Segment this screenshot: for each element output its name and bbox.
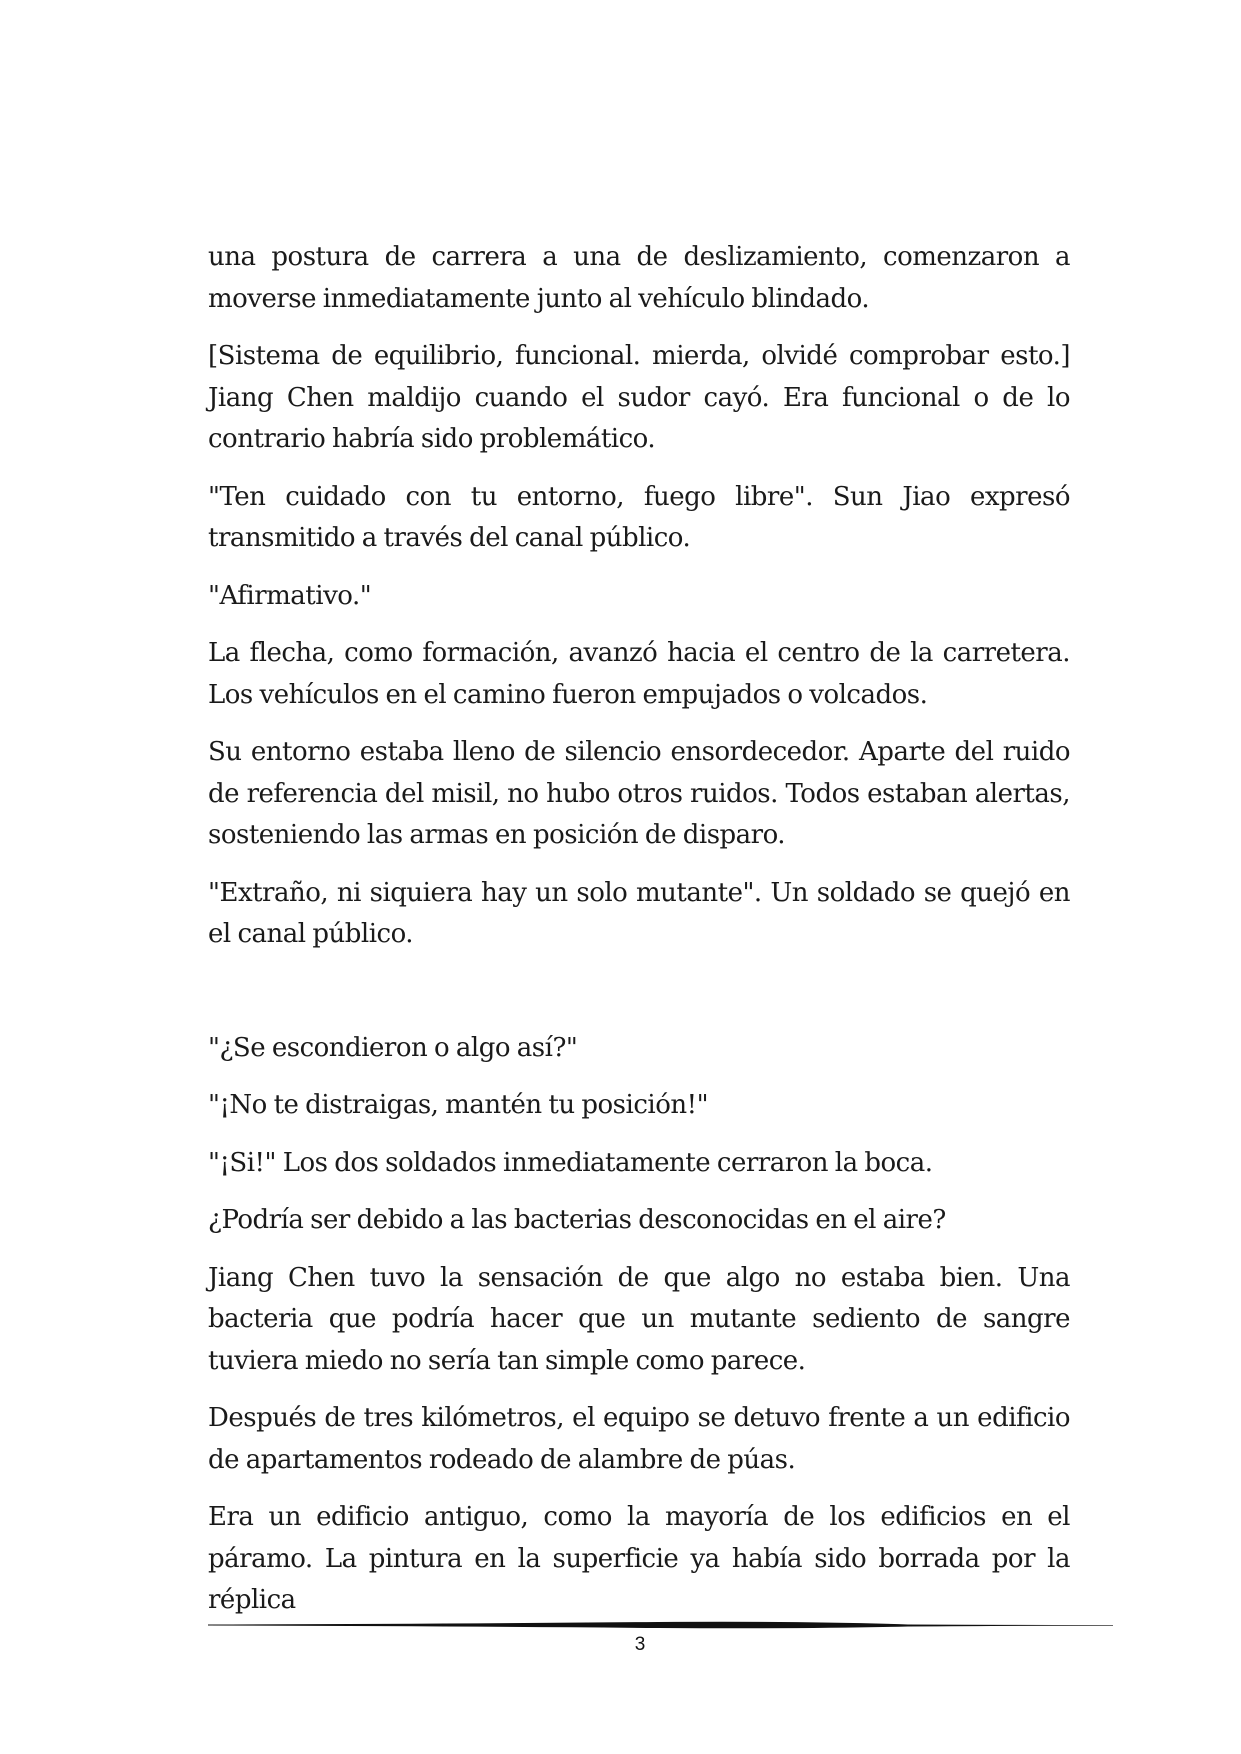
body-text	[208, 237, 1070, 1638]
footer-rule	[208, 1619, 1113, 1631]
paragraph-11: ¿Podría ser debido a las bacterias desconocidas en el aire?	[208, 1205, 946, 1235]
paragraph-14: Era un edificio antiguo, como la mayoría de los edificios en el páramo. La pintura en la superficie ya había sido borrada por la réplica	[208, 1502, 1070, 1615]
paragraph-13: Después de tres kilómetros, el equipo se detuvo frente a un edificio de apartamentos rodeado de alambre de púas.	[208, 1403, 1070, 1475]
paragraph-3: "Ten cuidado con tu entorno, fuego libre". Sun Jiao expresó transmitido a través del canal público.	[208, 481, 1070, 553]
paragraph-10: "¡Si!" Los dos soldados inmediatamente cerraron la boca.	[208, 1147, 933, 1178]
paragraph-8: "¿Se escondieron o algo así?"	[208, 1032, 578, 1063]
paragraph-4: "Afirmativo."	[208, 580, 372, 611]
paragraph-5: La flecha, como formación, avanzó hacia el centro de la carretera. Los vehículos en el camino fueron empujados o volcados.	[208, 638, 1070, 710]
paragraph-7: "Extraño, ni siquiera hay un solo mutante". Un soldado se quejó en el canal público.	[208, 877, 1070, 949]
paragraph-6: Su entorno estaba lleno de silencio ensordecedor. Aparte del ruido de referencia del misil, no hubo otros ruidos. Todos estaban alertas, sosteniendo las armas en posición de disparo.	[208, 737, 1070, 850]
paragraph-2: [Sistema de equilibrio, funcional. mierda, olvidé comprobar esto.] Jiang Chen maldijo cuando el sudor cayó. Era funcional o de lo contrario habría sido problemático.	[208, 341, 1070, 454]
paragraph-1: una postura de carrera a una de deslizamiento, comenzaron a moverse inmediatamente junto al vehículo blindado.	[208, 242, 1070, 314]
paragraph-12: Jiang Chen tuvo la sensación de que algo no estaba bien. Una bacteria que podría hacer que un mutante sediento de sangre tuviera miedo no sería tan simple como parece.	[208, 1262, 1070, 1376]
paragraph-9: "¡No te distraigas, mantén tu posición!"	[208, 1090, 709, 1120]
page-number: 3	[634, 1634, 646, 1655]
